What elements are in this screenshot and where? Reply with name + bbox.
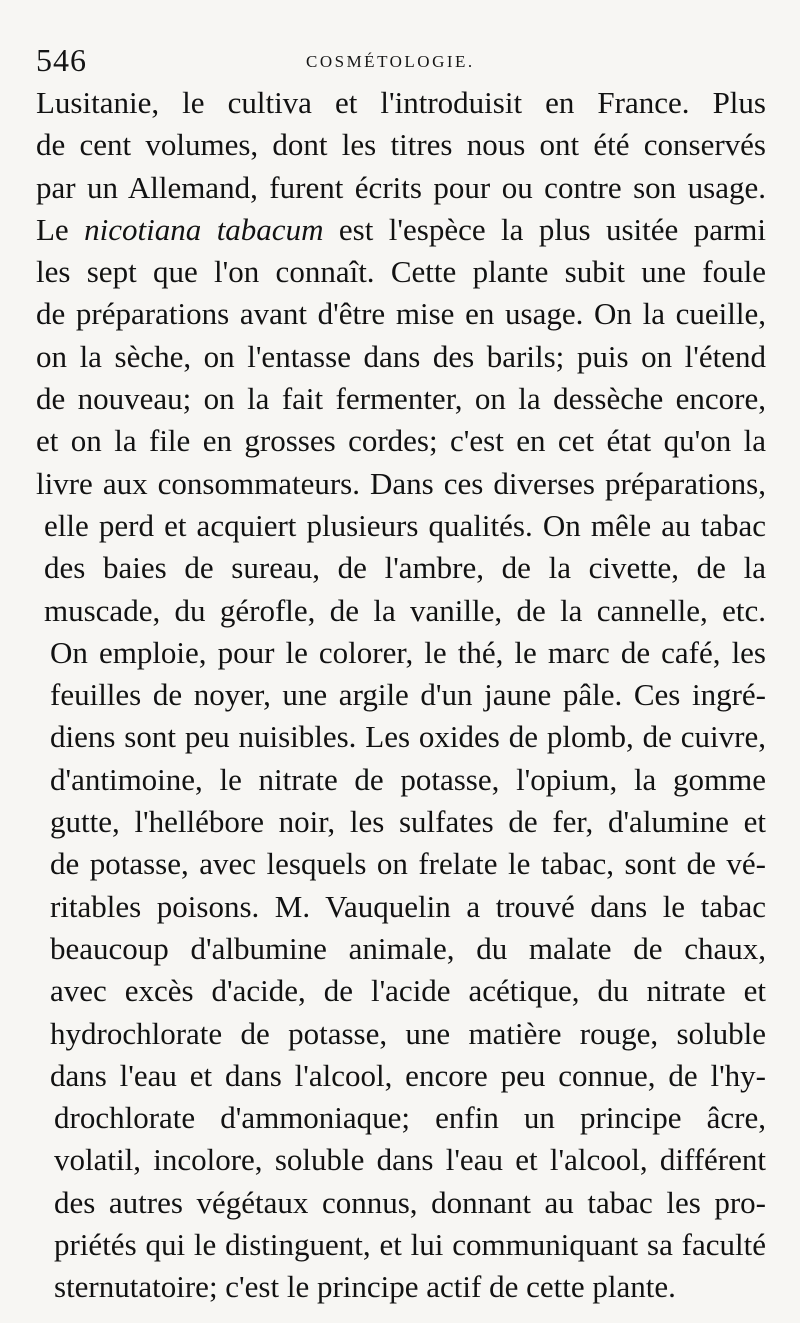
text-line: des baies de sureau, de l'ambre, de la civette, de la: [44, 550, 766, 586]
text-line: d'antimoine, le nitrate de potasse, l'opium, la gomme: [50, 761, 766, 797]
text-line: livre aux consommateurs. Dans ces diverses préparations,: [36, 465, 766, 501]
text-line: sternutatoire; c'est le principe actif de cette plante.: [54, 1269, 676, 1305]
text-line: priétés qui le distinguent, et lui communiquant sa faculté: [54, 1227, 766, 1263]
text-line: et on la file en grosses cordes; c'est en cet état qu'on la: [36, 423, 766, 459]
text-line: drochlorate d'ammoniaque; enfin un principe âcre,: [54, 1100, 766, 1136]
page-number: 546: [36, 42, 87, 78]
text-line: de potasse, avec lesquels on frelate le tabac, sont de vé-: [50, 846, 766, 882]
text-line: on la sèche, on l'entasse dans des barils; puis on l'étend: [36, 338, 766, 374]
text-line: feuilles de noyer, une argile d'un jaune pâle. Ces ingré-: [50, 677, 766, 713]
text-line: beaucoup d'albumine animale, du malate de chaux,: [50, 930, 766, 966]
text-line: Lusitanie, le cultiva et l'introduisit en France. Plus: [36, 85, 766, 120]
text-line: [36, 209, 766, 251]
text-line: de préparations avant d'être mise en usage. On la cueille,: [36, 296, 766, 332]
text-line: avec excès d'acide, de l'acide acétique, du nitrate et: [50, 973, 766, 1009]
text-line: gutte, l'hellébore noir, les sulfates de fer, d'alumine et: [50, 804, 766, 840]
text-line: elle perd et acquiert plusieurs qualités. On mêle au tabac: [44, 507, 766, 543]
running-head: COSMÉTOLOGIE.: [306, 52, 475, 71]
text-fragment: Le: [36, 211, 69, 247]
text-line: hydrochlorate de potasse, une matière rouge, soluble: [50, 1015, 766, 1051]
species-name: nicotiana tabacum: [84, 211, 324, 247]
text-line: de cent volumes, dont les titres nous ont été conservés: [36, 127, 766, 163]
text-line: les sept que l'on connaît. Cette plante subit une foule: [36, 254, 766, 290]
text-line: par un Allemand, furent écrits pour ou contre son usage.: [36, 169, 766, 205]
page-header: [36, 38, 760, 78]
text-line: ritables poisons. M. Vauquelin a trouvé dans le tabac: [50, 888, 766, 924]
text-line: On emploie, pour le colorer, le thé, le marc de café, les: [50, 634, 766, 670]
text-line: muscade, du gérofle, de la vanille, de la cannelle, etc.: [44, 592, 766, 628]
text-line: volatil, incolore, soluble dans l'eau et l'alcool, différent: [54, 1142, 766, 1178]
text-line: dans l'eau et dans l'alcool, encore peu connue, de l'hy-: [50, 1057, 766, 1093]
text-line: de nouveau; on la fait fermenter, on la dessèche encore,: [36, 381, 766, 417]
text-fragment: est l'espèce la plus usitée parmi: [338, 211, 767, 247]
text-line: diens sont peu nuisibles. Les oxides de plomb, de cuivre,: [50, 719, 766, 755]
body-text: [36, 82, 766, 1309]
text-line: des autres végétaux connus, donnant au tabac les pro-: [54, 1184, 766, 1220]
